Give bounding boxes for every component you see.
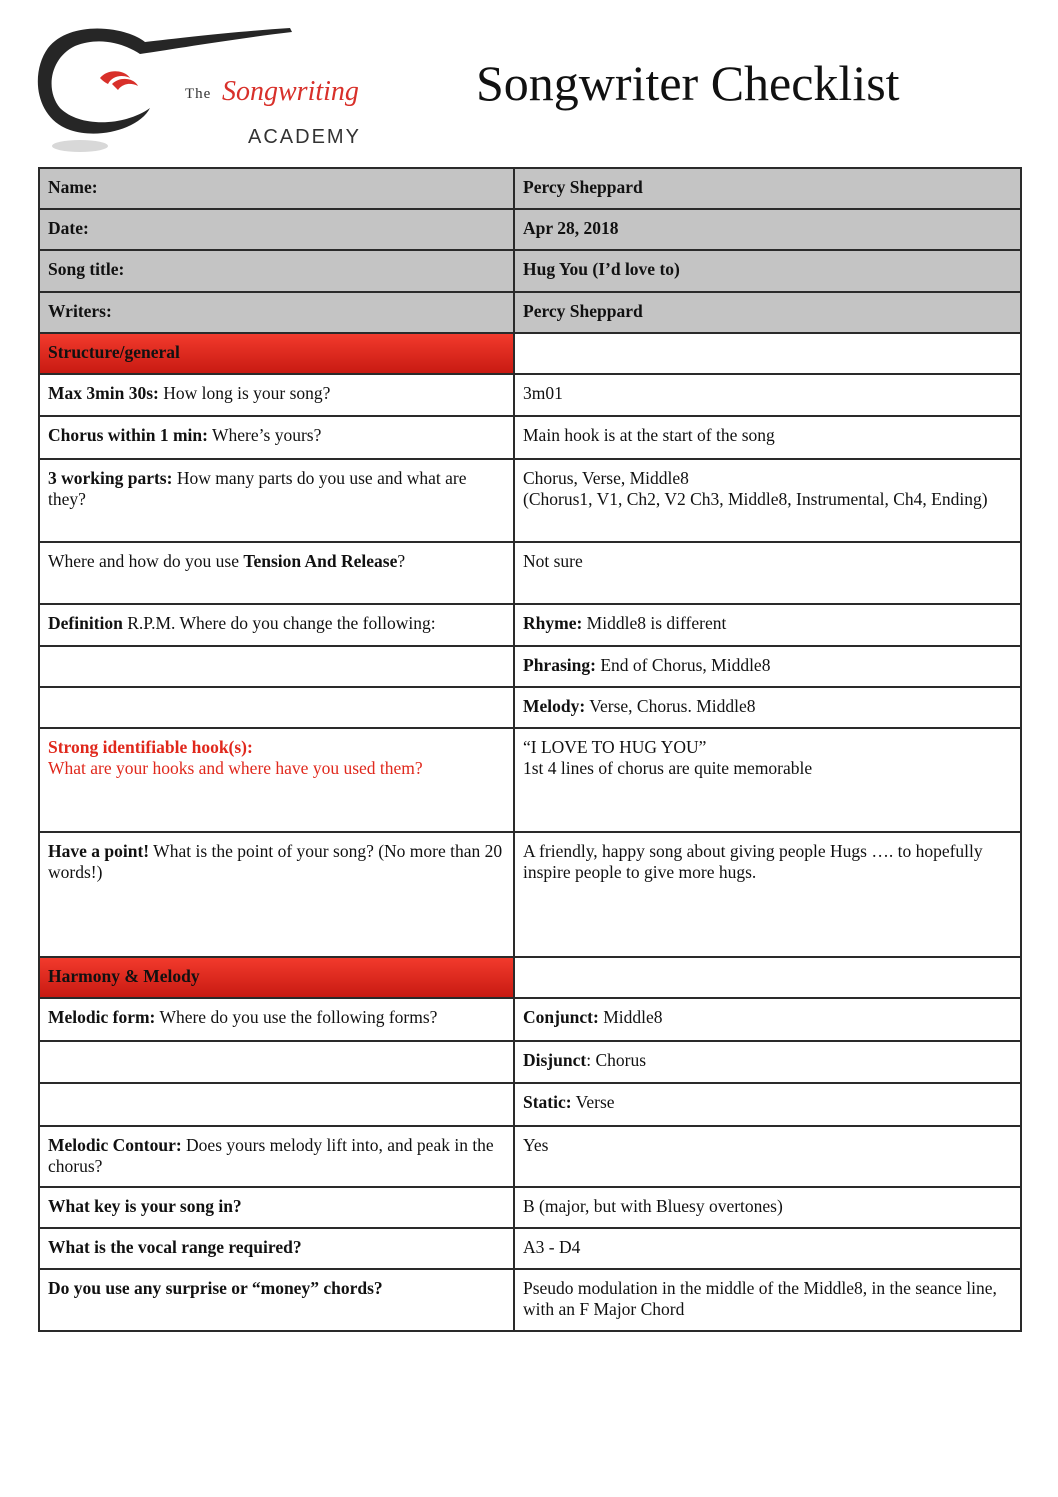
- table-row-key: [39, 1187, 1021, 1228]
- table-row-range: [39, 1228, 1021, 1269]
- contour-question: Melodic Contour: Does yours melody lift into, and peak in the chorus?: [39, 1126, 514, 1187]
- table-row-hook: [39, 728, 1021, 832]
- surprise-question: Do you use any surprise or “money” chords?: [39, 1269, 514, 1331]
- table-row-writers: [39, 292, 1021, 333]
- key-question: What key is your song in?: [39, 1187, 514, 1228]
- static-answer: Static: Verse: [514, 1083, 1021, 1126]
- table-row-tension: [39, 542, 1021, 604]
- conjunct-answer: Conjunct: Middle8: [514, 998, 1021, 1041]
- name-value: Percy Sheppard: [514, 168, 1021, 209]
- empty-cell: [39, 1041, 514, 1083]
- empty-cell: [514, 333, 1021, 374]
- range-answer: A3 - D4: [514, 1228, 1021, 1269]
- chorus-question: Chorus within 1 min: Where’s yours?: [39, 416, 514, 459]
- table-row-song-title: [39, 250, 1021, 292]
- table-row-static: [39, 1083, 1021, 1126]
- tension-question: Where and how do you use Tension And Release?: [39, 542, 514, 604]
- melodic-form-question: Melodic form: Where do you use the following forms?: [39, 998, 514, 1041]
- date-label: Date:: [39, 209, 514, 250]
- parts-question: 3 working parts: How many parts do you use and what are they?: [39, 459, 514, 542]
- section-header-harmony: [39, 957, 1021, 998]
- table-row-parts: [39, 459, 1021, 542]
- page-title: Songwriter Checklist: [476, 55, 900, 111]
- empty-cell: [39, 646, 514, 687]
- table-row-surprise: [39, 1269, 1021, 1331]
- parts-answer: Chorus, Verse, Middle8 (Chorus1, V1, Ch2, V2 Ch3, Middle8, Instrumental, Ch4, Ending): [514, 459, 1021, 542]
- chorus-answer: Main hook is at the start of the song: [514, 416, 1021, 459]
- surprise-answer: Pseudo modulation in the middle of the Middle8, in the seance line, with an F Major Chord: [514, 1269, 1021, 1331]
- key-answer: B (major, but with Bluesy overtones): [514, 1187, 1021, 1228]
- writers-value: Percy Sheppard: [514, 292, 1021, 333]
- hook-answer: “I LOVE TO HUG YOU” 1st 4 lines of chorus are quite memorable: [514, 728, 1021, 832]
- logo-the-text: The: [185, 86, 212, 102]
- table-row-melodic-form: [39, 998, 1021, 1041]
- tension-answer: Not sure: [514, 542, 1021, 604]
- range-question: What is the vocal range required?: [39, 1228, 514, 1269]
- harmony-section-title: Harmony & Melody: [39, 957, 514, 998]
- logo-academy-text: ACADEMY: [248, 126, 361, 148]
- table-row-name: [39, 168, 1021, 209]
- table-row-length: [39, 374, 1021, 416]
- length-answer: 3m01: [514, 374, 1021, 416]
- table-row-point: [39, 832, 1021, 957]
- rhyme-answer: Rhyme: Middle8 is different: [514, 604, 1021, 646]
- definition-question: Definition R.P.M. Where do you change the following:: [39, 604, 514, 646]
- writers-label: Writers:: [39, 292, 514, 333]
- hook-question: Strong identifiable hook(s): What are your hooks and where have you used them?: [39, 728, 514, 832]
- table-row-phrasing: [39, 646, 1021, 687]
- point-answer: A friendly, happy song about giving people Hugs …. to hopefully inspire people to give more hugs.: [514, 832, 1021, 957]
- empty-cell: [39, 687, 514, 728]
- section-header-structure: [39, 333, 1021, 374]
- table-row-contour: [39, 1126, 1021, 1187]
- table-row-disjunct: [39, 1041, 1021, 1083]
- table-row-melody: [39, 687, 1021, 728]
- contour-answer: Yes: [514, 1126, 1021, 1187]
- name-label: Name:: [39, 168, 514, 209]
- phrasing-answer: Phrasing: End of Chorus, Middle8: [514, 646, 1021, 687]
- table-row-definition: [39, 604, 1021, 646]
- logo-songwriting-text: Songwriting: [222, 76, 359, 107]
- structure-section-title: Structure/general: [39, 333, 514, 374]
- melody-answer: Melody: Verse, Chorus. Middle8: [514, 687, 1021, 728]
- table-row-date: [39, 209, 1021, 250]
- date-value: Apr 28, 2018: [514, 209, 1021, 250]
- length-question: Max 3min 30s: How long is your song?: [39, 374, 514, 416]
- disjunct-answer: Disjunct: Chorus: [514, 1041, 1021, 1083]
- point-question: Have a point! What is the point of your song? (No more than 20 words!): [39, 832, 514, 957]
- song-title-value: Hug You (I’d love to): [514, 250, 1021, 292]
- empty-cell: [39, 1083, 514, 1126]
- empty-cell: [514, 957, 1021, 998]
- song-title-label: Song title:: [39, 250, 514, 292]
- logo: [30, 18, 361, 158]
- table-row-chorus: [39, 416, 1021, 459]
- checklist-table: [38, 167, 1022, 1332]
